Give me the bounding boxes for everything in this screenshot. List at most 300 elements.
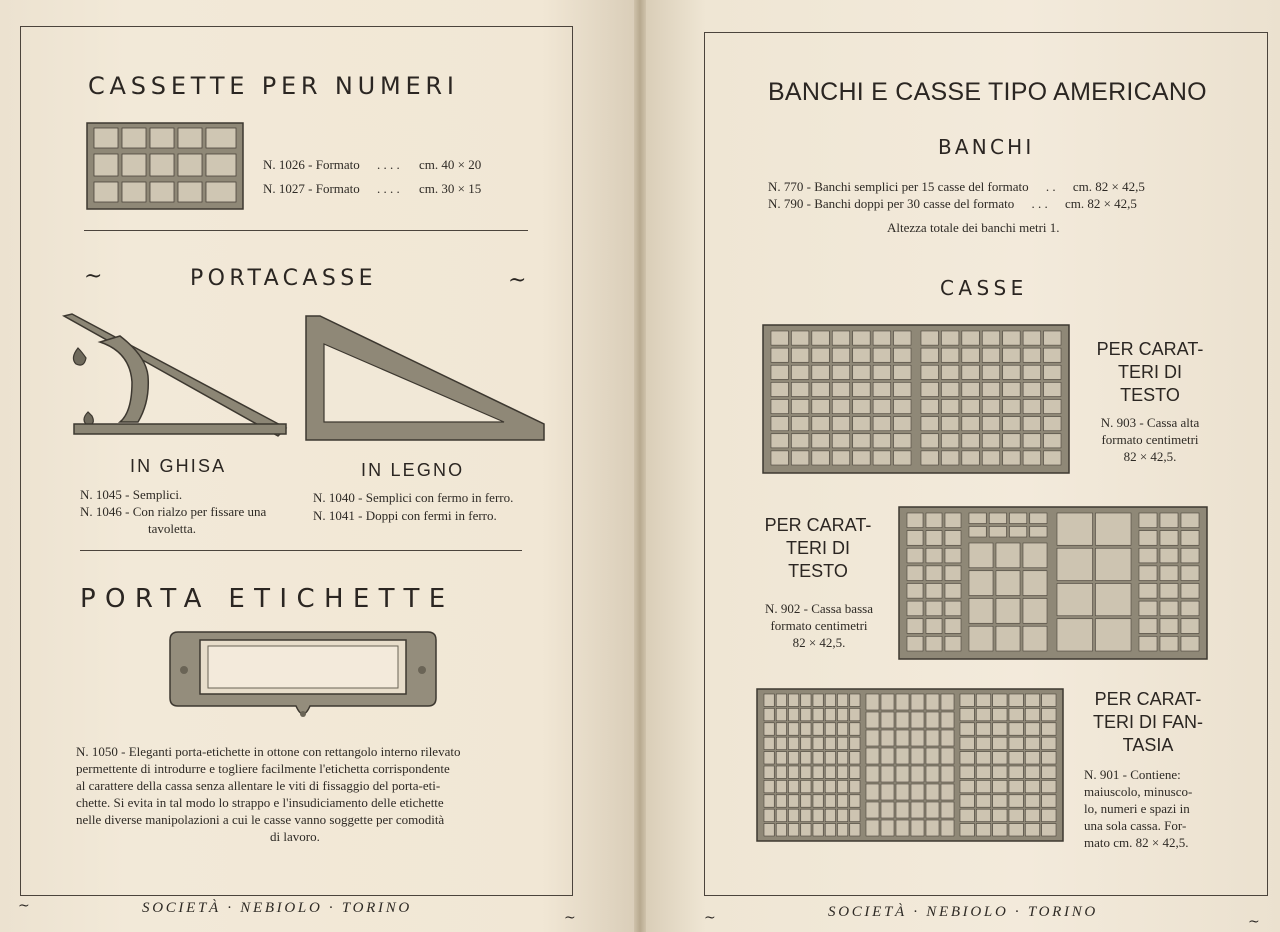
case-902-heading bbox=[756, 514, 880, 583]
case-compartment bbox=[832, 365, 849, 379]
case-compartment bbox=[976, 723, 990, 735]
case-compartment bbox=[894, 365, 911, 379]
case-compartment bbox=[832, 417, 849, 431]
case-compartment bbox=[941, 331, 958, 345]
case-compartment bbox=[962, 382, 979, 396]
case-compartment bbox=[1023, 417, 1040, 431]
case-compartment bbox=[926, 802, 939, 818]
case-compartment bbox=[1009, 824, 1023, 836]
desc-line: lo, numeri e spazi in bbox=[1084, 801, 1190, 816]
item-code: N. 1027 - Formato bbox=[263, 181, 360, 196]
case-compartment bbox=[907, 548, 923, 563]
case-compartment bbox=[976, 795, 990, 807]
case-compartment bbox=[1181, 584, 1199, 599]
case-compartment bbox=[982, 365, 999, 379]
heading-line: TESTO bbox=[788, 561, 848, 581]
case-compartment bbox=[1057, 548, 1093, 580]
cast-iron-bracket-illustration bbox=[60, 312, 290, 447]
case-compartment bbox=[926, 566, 942, 581]
case-compartment bbox=[881, 784, 894, 800]
case-compartment bbox=[764, 708, 774, 720]
case-compartment bbox=[1044, 382, 1061, 396]
case-compartment bbox=[1160, 619, 1178, 634]
case-compartment bbox=[993, 809, 1007, 821]
case-compartment bbox=[881, 730, 894, 746]
case-compartment bbox=[1025, 694, 1039, 706]
case-compartment bbox=[850, 694, 860, 706]
case-compartment bbox=[1044, 400, 1061, 414]
case-compartment bbox=[838, 737, 848, 749]
case-compartment bbox=[801, 824, 811, 836]
case-compartment bbox=[945, 513, 961, 528]
case-compartment bbox=[969, 543, 993, 568]
banchi-note: Altezza totale dei banchi metri 1. bbox=[887, 220, 1060, 235]
case-compartment bbox=[896, 730, 909, 746]
case-compartment bbox=[945, 548, 961, 563]
case-compartment bbox=[996, 626, 1020, 651]
case-compartment bbox=[926, 820, 939, 836]
case-compartment bbox=[1139, 566, 1157, 581]
case-compartment bbox=[825, 824, 835, 836]
case-compartment bbox=[832, 400, 849, 414]
casse-title: CASSE bbox=[940, 276, 1028, 300]
case-compartment bbox=[764, 694, 774, 706]
case-compartment bbox=[907, 566, 923, 581]
etichette-title: PORTA ETICHETTE bbox=[80, 584, 455, 614]
case-compartment bbox=[1023, 543, 1047, 568]
case-compartment bbox=[993, 766, 1007, 778]
case-compartment bbox=[791, 365, 808, 379]
case-compartment bbox=[866, 766, 879, 782]
case-compartment bbox=[976, 694, 990, 706]
case-compartment bbox=[926, 748, 939, 764]
heading-line: PER CARAT- bbox=[764, 515, 872, 535]
case-compartment bbox=[911, 712, 924, 728]
case-compartment bbox=[825, 723, 835, 735]
desc-line: N. 902 - Cassa bassa bbox=[765, 601, 873, 616]
case-compartment bbox=[771, 382, 788, 396]
case-compartment bbox=[894, 434, 911, 448]
case-compartment bbox=[1181, 619, 1199, 634]
case-compartment bbox=[771, 365, 788, 379]
case-compartment bbox=[907, 601, 923, 616]
ghisa-line-1: N. 1045 - Semplici. bbox=[80, 487, 183, 502]
case-compartment bbox=[1025, 752, 1039, 764]
case-compartment bbox=[996, 571, 1020, 596]
case-compartment bbox=[1042, 824, 1056, 836]
case-compartment bbox=[993, 737, 1007, 749]
case-compartment bbox=[813, 766, 823, 778]
case-901-illustration bbox=[756, 688, 1066, 844]
etichette-desc-4: chette. Si evita in tal modo lo strappo e l'insudiciamento delle etichette bbox=[76, 795, 444, 810]
case-compartment bbox=[926, 766, 939, 782]
item-text: N. 770 - Banchi semplici per 15 casse del formato bbox=[768, 179, 1029, 194]
case-compartment bbox=[1042, 780, 1056, 792]
case-compartment bbox=[838, 694, 848, 706]
case-compartment bbox=[853, 451, 870, 465]
case-compartment bbox=[771, 331, 788, 345]
case-compartment bbox=[960, 795, 974, 807]
case-compartment bbox=[789, 723, 799, 735]
case-compartment bbox=[1096, 619, 1132, 651]
heading-line: TESTO bbox=[1120, 385, 1180, 405]
case-compartment bbox=[969, 571, 993, 596]
case-compartment bbox=[838, 766, 848, 778]
ghisa-line-2: N. 1046 - Con rialzo per fissare una bbox=[80, 504, 267, 519]
case-compartment bbox=[776, 780, 786, 792]
case-compartment bbox=[881, 748, 894, 764]
case-compartment bbox=[825, 737, 835, 749]
item-size: cm. 82 × 42,5 bbox=[1064, 196, 1137, 211]
case-compartment bbox=[962, 451, 979, 465]
case-compartment bbox=[982, 331, 999, 345]
case-compartment bbox=[1025, 780, 1039, 792]
case-compartment bbox=[976, 766, 990, 778]
case-compartment bbox=[1044, 348, 1061, 362]
case-compartment bbox=[1139, 619, 1157, 634]
case-compartment bbox=[813, 795, 823, 807]
case-compartment bbox=[832, 382, 849, 396]
case-compartment bbox=[926, 730, 939, 746]
case-compartment bbox=[896, 802, 909, 818]
etichette-desc-3: al carattere della cassa senza allentare le viti di fissaggio del porta-eti- bbox=[76, 778, 441, 793]
case-compartment bbox=[1009, 737, 1023, 749]
case-compartment bbox=[926, 712, 939, 728]
case-compartment bbox=[764, 737, 774, 749]
case-compartment bbox=[1160, 601, 1178, 616]
case-compartment bbox=[894, 382, 911, 396]
case-compartment bbox=[921, 400, 938, 414]
case-compartment bbox=[853, 417, 870, 431]
case-compartment bbox=[838, 780, 848, 792]
cassette-title: CASSETTE PER NUMERI bbox=[88, 72, 459, 100]
case-901-desc bbox=[1084, 766, 1192, 851]
case-compartment bbox=[926, 513, 942, 528]
case-compartment bbox=[866, 784, 879, 800]
case-compartment bbox=[960, 752, 974, 764]
case-compartment bbox=[1003, 434, 1020, 448]
case-compartment bbox=[1023, 400, 1040, 414]
case-compartment bbox=[1023, 626, 1047, 651]
case-compartment bbox=[791, 451, 808, 465]
case-compartment bbox=[1003, 331, 1020, 345]
case-compartment bbox=[921, 434, 938, 448]
case-compartment bbox=[1009, 708, 1023, 720]
case-compartment bbox=[960, 766, 974, 778]
heading-line: TERI DI bbox=[785, 538, 850, 558]
case-compartment bbox=[896, 766, 909, 782]
leader-dots: . . . . bbox=[377, 157, 400, 172]
case-compartment bbox=[941, 434, 958, 448]
case-compartment bbox=[813, 809, 823, 821]
case-compartment bbox=[1030, 527, 1047, 538]
etichette-desc-5: nelle diverse manipolazioni a cui le casse vanno soggette per comodità bbox=[76, 812, 445, 827]
case-compartment bbox=[764, 795, 774, 807]
case-compartment bbox=[976, 780, 990, 792]
case-compartment bbox=[801, 723, 811, 735]
case-compartment bbox=[1023, 365, 1040, 379]
case-compartment bbox=[801, 780, 811, 792]
case-compartment bbox=[873, 434, 890, 448]
case-compartment bbox=[1181, 636, 1199, 651]
case-compartment bbox=[921, 451, 938, 465]
case-903-illustration bbox=[762, 324, 1072, 476]
case-compartment bbox=[1181, 548, 1199, 563]
case-compartment bbox=[789, 708, 799, 720]
case-compartment bbox=[881, 802, 894, 818]
case-compartment bbox=[941, 417, 958, 431]
case-compartment bbox=[825, 780, 835, 792]
case-compartment bbox=[812, 417, 829, 431]
case-compartment bbox=[921, 331, 938, 345]
case-compartment bbox=[926, 584, 942, 599]
case-compartment bbox=[926, 601, 942, 616]
case-compartment bbox=[850, 795, 860, 807]
case-compartment bbox=[1003, 400, 1020, 414]
case-compartment bbox=[1181, 566, 1199, 581]
case-compartment bbox=[941, 365, 958, 379]
desc-line: N. 903 - Cassa alta bbox=[1100, 415, 1200, 430]
case-compartment bbox=[801, 694, 811, 706]
case-compartment bbox=[941, 802, 954, 818]
case-compartment bbox=[1009, 795, 1023, 807]
case-compartment bbox=[907, 619, 923, 634]
case-compartment bbox=[873, 365, 890, 379]
case-compartment bbox=[941, 766, 954, 782]
case-compartment bbox=[1160, 636, 1178, 651]
case-compartment bbox=[801, 809, 811, 821]
case-compartment bbox=[989, 513, 1006, 524]
case-compartment bbox=[1160, 513, 1178, 528]
case-compartment bbox=[1023, 451, 1040, 465]
section-divider bbox=[84, 230, 528, 231]
case-compartment bbox=[976, 752, 990, 764]
case-compartment bbox=[907, 584, 923, 599]
case-compartment bbox=[926, 619, 942, 634]
case-compartment bbox=[832, 331, 849, 345]
number-case-illustration bbox=[86, 122, 246, 212]
legno-label: IN LEGNO bbox=[361, 460, 465, 480]
case-compartment bbox=[941, 730, 954, 746]
desc-line: 82 × 42,5. bbox=[1123, 449, 1177, 464]
desc-line: formato centimetri bbox=[1101, 432, 1199, 447]
case-compartment bbox=[896, 820, 909, 836]
case-compartment bbox=[776, 824, 786, 836]
case-compartment bbox=[873, 348, 890, 362]
case-compartment bbox=[1025, 737, 1039, 749]
case-compartment bbox=[1181, 513, 1199, 528]
case-compartment bbox=[771, 434, 788, 448]
case-compartment bbox=[850, 766, 860, 778]
case-compartment bbox=[1003, 382, 1020, 396]
desc-line: N. 901 - Contiene: bbox=[1084, 767, 1181, 782]
case-compartment bbox=[850, 708, 860, 720]
case-compartment bbox=[825, 708, 835, 720]
case-compartment bbox=[1139, 531, 1157, 546]
case-compartment bbox=[1139, 513, 1157, 528]
case-compartment bbox=[976, 809, 990, 821]
case-compartment bbox=[1023, 434, 1040, 448]
case-compartment bbox=[1025, 766, 1039, 778]
case-compartment bbox=[801, 737, 811, 749]
case-compartment bbox=[969, 527, 986, 538]
case-compartment bbox=[1025, 809, 1039, 821]
case-compartment bbox=[812, 348, 829, 362]
case-compartment bbox=[894, 400, 911, 414]
case-compartment bbox=[1139, 548, 1157, 563]
case-compartment bbox=[813, 737, 823, 749]
case-compartment bbox=[866, 820, 879, 836]
case-compartment bbox=[894, 331, 911, 345]
case-compartment bbox=[993, 795, 1007, 807]
case-compartment bbox=[776, 708, 786, 720]
legno-line-2: N. 1041 - Doppi con fermi in ferro. bbox=[313, 508, 497, 523]
case-compartment bbox=[1044, 451, 1061, 465]
case-compartment bbox=[941, 784, 954, 800]
case-compartment bbox=[1030, 513, 1047, 524]
case-compartment bbox=[1181, 531, 1199, 546]
case-compartment bbox=[941, 694, 954, 710]
case-compartment bbox=[1096, 584, 1132, 616]
case-compartment bbox=[881, 820, 894, 836]
case-compartment bbox=[791, 434, 808, 448]
cassette-item-1026 bbox=[263, 156, 481, 173]
case-compartment bbox=[993, 694, 1007, 706]
case-compartment bbox=[801, 766, 811, 778]
case-compartment bbox=[907, 513, 923, 528]
case-compartment bbox=[962, 400, 979, 414]
case-compartment bbox=[764, 766, 774, 778]
case-compartment bbox=[791, 382, 808, 396]
leader-dots: . . . bbox=[1031, 196, 1048, 211]
case-compartment bbox=[941, 712, 954, 728]
case-compartment bbox=[945, 636, 961, 651]
case-compartment bbox=[941, 451, 958, 465]
case-compartment bbox=[771, 348, 788, 362]
case-compartment bbox=[1010, 513, 1027, 524]
leader-dots: . . . . bbox=[377, 181, 400, 196]
case-compartment bbox=[789, 809, 799, 821]
case-compartment bbox=[1044, 434, 1061, 448]
case-compartment bbox=[789, 795, 799, 807]
case-compartment bbox=[896, 694, 909, 710]
case-compartment bbox=[907, 531, 923, 546]
desc-line: una sola cassa. For- bbox=[1084, 818, 1187, 833]
case-compartment bbox=[1057, 584, 1093, 616]
case-compartment bbox=[1096, 513, 1132, 545]
case-compartment bbox=[982, 417, 999, 431]
ghisa-line-3: tavoletta. bbox=[148, 521, 197, 536]
heading-line: TERI DI bbox=[1117, 362, 1182, 382]
case-compartment bbox=[866, 730, 879, 746]
case-compartment bbox=[764, 723, 774, 735]
case-compartment bbox=[1010, 527, 1027, 538]
case-compartment bbox=[1160, 584, 1178, 599]
case-compartment bbox=[894, 417, 911, 431]
case-compartment bbox=[945, 531, 961, 546]
case-compartment bbox=[1025, 795, 1039, 807]
case-compartment bbox=[853, 331, 870, 345]
case-compartment bbox=[926, 784, 939, 800]
wooden-bracket-illustration bbox=[304, 314, 546, 444]
case-compartment bbox=[1023, 571, 1047, 596]
left-corner-mark-2: ~ bbox=[564, 910, 576, 926]
case-compartment bbox=[764, 824, 774, 836]
case-compartment bbox=[866, 712, 879, 728]
case-compartment bbox=[1160, 531, 1178, 546]
item-code: N. 1026 - Formato bbox=[263, 157, 360, 172]
case-compartment bbox=[789, 780, 799, 792]
case-compartment bbox=[776, 737, 786, 749]
case-compartment bbox=[853, 365, 870, 379]
case-compartment bbox=[1042, 708, 1056, 720]
item-size: cm. 40 × 20 bbox=[419, 157, 482, 172]
etichette-desc-6: di lavoro. bbox=[270, 829, 320, 844]
case-compartment bbox=[853, 400, 870, 414]
label-holder-illustration bbox=[170, 630, 436, 726]
case-compartment bbox=[1003, 365, 1020, 379]
case-compartment bbox=[873, 382, 890, 396]
case-compartment bbox=[1009, 752, 1023, 764]
case-compartment bbox=[962, 331, 979, 345]
item-size: cm. 30 × 15 bbox=[419, 181, 482, 196]
desc-line: maiuscolo, minusco- bbox=[1084, 784, 1193, 799]
case-compartment bbox=[996, 599, 1020, 624]
case-compartment bbox=[850, 824, 860, 836]
right-footer: SOCIETÀ · NEBIOLO · TORINO bbox=[828, 904, 1098, 920]
case-compartment bbox=[911, 766, 924, 782]
case-compartment bbox=[838, 752, 848, 764]
case-compartment bbox=[1160, 566, 1178, 581]
case-compartment bbox=[1003, 451, 1020, 465]
case-compartment bbox=[1025, 708, 1039, 720]
case-compartment bbox=[838, 809, 848, 821]
case-compartment bbox=[996, 543, 1020, 568]
case-compartment bbox=[960, 780, 974, 792]
case-compartment bbox=[1023, 382, 1040, 396]
case-compartment bbox=[1003, 348, 1020, 362]
case-compartment bbox=[776, 809, 786, 821]
case-compartment bbox=[926, 636, 942, 651]
case-compartment bbox=[838, 708, 848, 720]
case-compartment bbox=[832, 348, 849, 362]
right-corner-mark: ~ bbox=[704, 910, 716, 926]
case-compartment bbox=[1096, 548, 1132, 580]
case-compartment bbox=[866, 748, 879, 764]
case-compartment bbox=[838, 824, 848, 836]
case-compartment bbox=[881, 766, 894, 782]
case-compartment bbox=[789, 766, 799, 778]
case-903-desc bbox=[1082, 414, 1218, 465]
case-compartment bbox=[911, 784, 924, 800]
case-compartment bbox=[776, 694, 786, 706]
case-compartment bbox=[993, 752, 1007, 764]
case-compartment bbox=[962, 365, 979, 379]
case-compartment bbox=[791, 331, 808, 345]
case-compartment bbox=[1003, 417, 1020, 431]
case-compartment bbox=[825, 809, 835, 821]
case-compartment bbox=[962, 434, 979, 448]
case-compartment bbox=[982, 348, 999, 362]
case-compartment bbox=[941, 400, 958, 414]
case-compartment bbox=[960, 708, 974, 720]
case-compartment bbox=[771, 451, 788, 465]
case-compartment bbox=[801, 795, 811, 807]
desc-line: 82 × 42,5. bbox=[792, 635, 846, 650]
case-903-heading bbox=[1088, 338, 1212, 407]
case-compartment bbox=[764, 780, 774, 792]
case-compartment bbox=[791, 348, 808, 362]
